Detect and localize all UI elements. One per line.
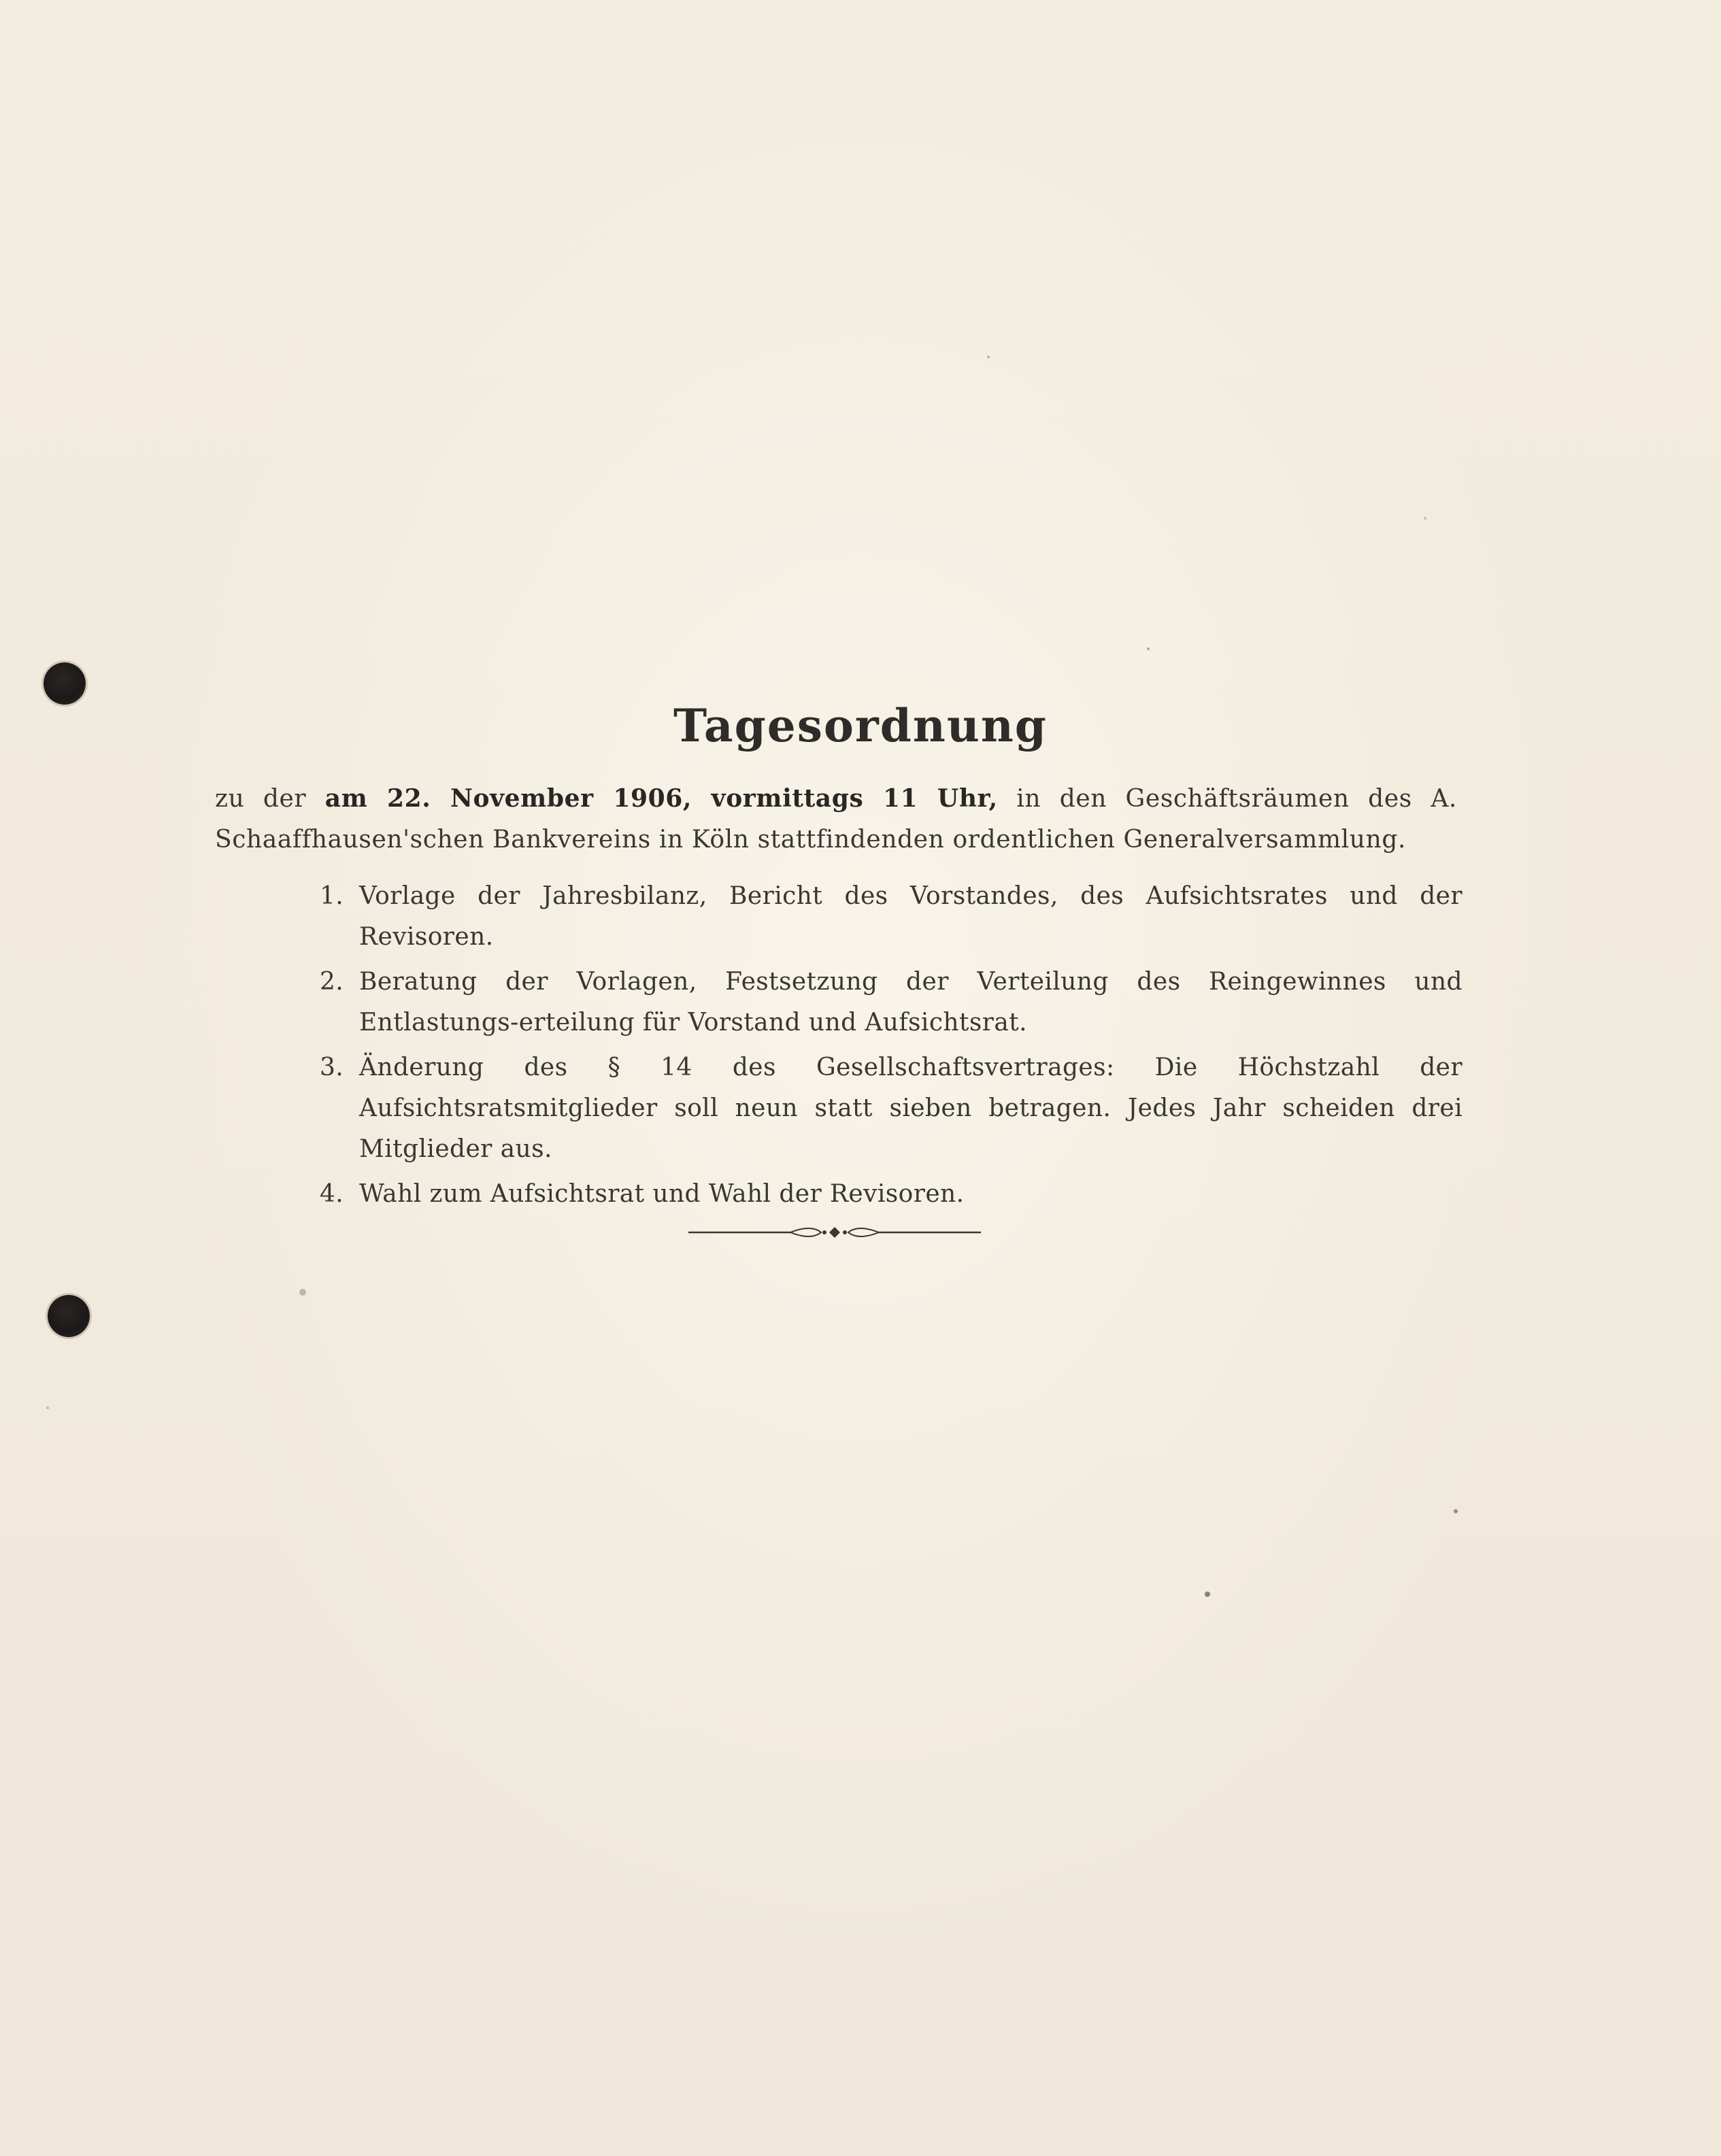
- agenda-item-number: 4.: [320, 1180, 344, 1208]
- agenda-item-number: 3.: [320, 1054, 344, 1081]
- agenda-item-text: Beratung der Vorlagen, Festsetzung der Verteilung des Reingewinnes und Entlastungs-erteilung für Vorstand und Aufsichtsrat.: [359, 968, 1463, 1037]
- agenda-item-number: 1.: [320, 882, 344, 910]
- document-title: Tagesordnung: [673, 699, 1048, 753]
- meeting-date-time: am 22. November 1906, vormittags 11 Uhr,: [324, 784, 998, 813]
- agenda-item-text: Änderung des § 14 des Gesellschaftsvertrages: Die Höchstzahl der Aufsichtsratsmitglieder soll neun statt sieben betragen. Jedes Jahr scheiden drei Mitglieder aus.: [359, 1054, 1463, 1163]
- intro-text-end: in den Geschäftsräumen des A. Schaaffhausen'schen Bankvereins in Köln stattfindenden ordentlichen Generalversammlung.: [215, 785, 1457, 854]
- agenda-item-text: Vorlage der Jahresbilanz, Bericht des Vorstandes, des Aufsichtsrates und der Revisoren.: [359, 882, 1463, 951]
- intro-text-start: zu der: [215, 785, 325, 813]
- agenda-item-text: Wahl zum Aufsichtsrat und Wahl der Revisoren.: [359, 1180, 965, 1208]
- agenda-item-number: 2.: [320, 968, 344, 996]
